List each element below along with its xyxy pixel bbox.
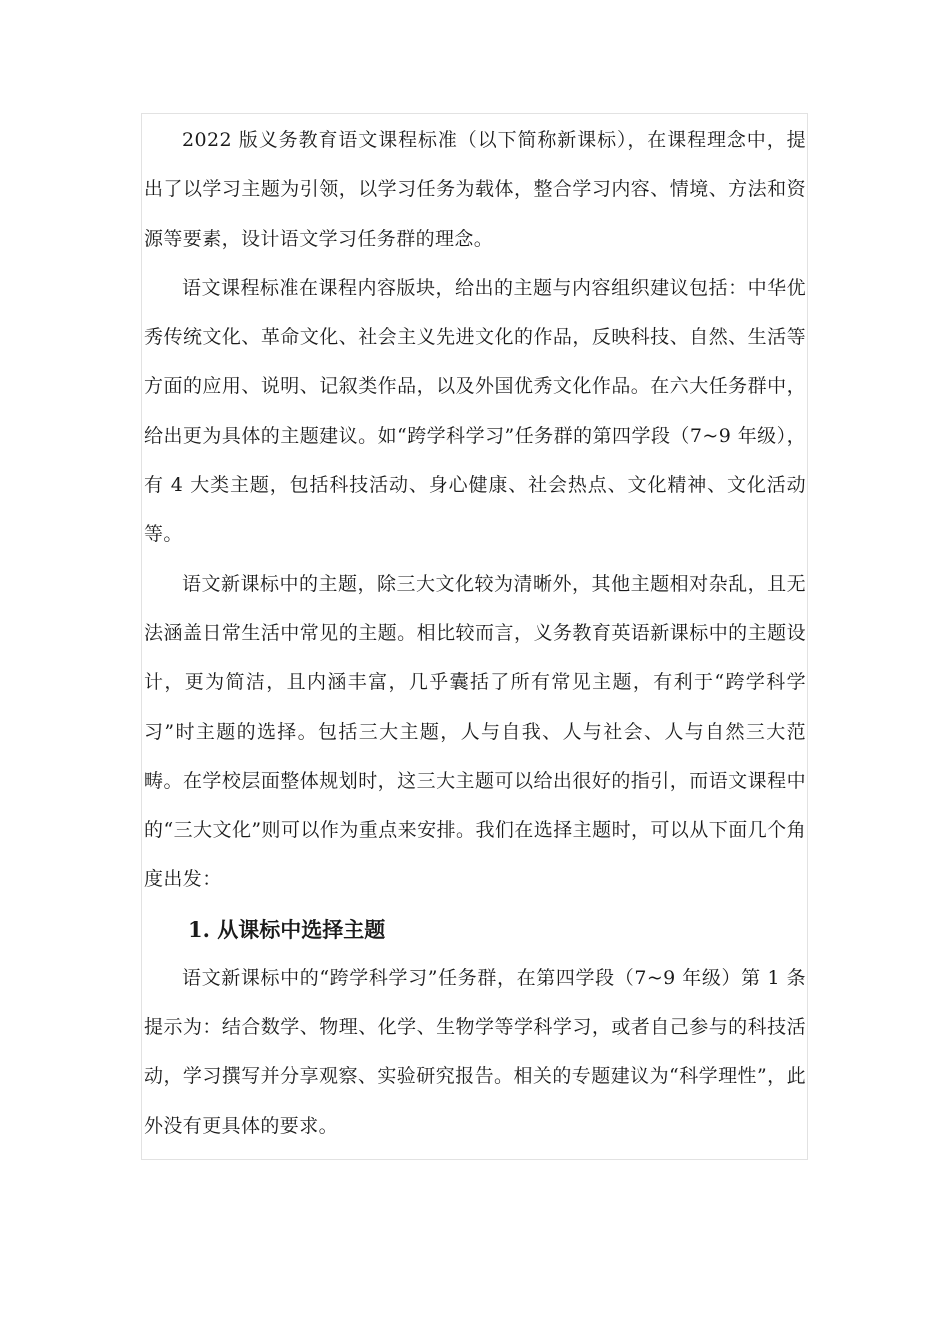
section-heading: 1. 从课标中选择主题 — [188, 916, 386, 942]
paragraph-content-themes: 语文课程标准在课程内容版块，给出的主题与内容组织建议包括：中华优秀传统文化、革命文化、社会主义先进文化的作品，反映科技、自然、生活等方面的应用、说明、记叙类作品，以及外国优秀文化作品。在六大任务群中，给出更为具体的主题建议。如“跨学科学习”任务群的第四学段（7~9 年级），有 4 大类主题，包括科技活动、身心健康、社会热点、文化精神、文化活动等。 — [144, 276, 806, 546]
document-body — [144, 116, 806, 1151]
paragraph-intro: 2022 版义务教育语文课程标准（以下简称新课标），在课程理念中，提出了以学习主题为引领，以学习任务为载体，整合学习内容、情境、方法和资源等要素，设计语文学习任务群的理念。 — [144, 129, 806, 250]
paragraph-theme-comparison: 语文新课标中的主题，除三大文化较为清晰外，其他主题相对杂乱，且无法涵盖日常生活中常见的主题。相比较而言，义务教育英语新课标中的主题设计，更为简洁，且内涵丰富，几乎囊括了所有常见主题，有利于“跨学科学习”时主题的选择。包括三大主题，人与自我、人与社会、人与自然三大范畴。在学校层面整体规划时，这三大主题可以给出很好的指引，而语文课程中的“三大文化”则可以作为重点来安排。我们在选择主题时，可以从下面几个角度出发： — [144, 572, 806, 891]
paragraph-curriculum-task: 语文新课标中的“跨学科学习”任务群，在第四学段（7~9 年级）第 1 条提示为：结合数学、物理、化学、生物学等学科学习，或者自己参与的科技活动，学习撰写并分享观察、实验研究报告。相关的专题建议为“科学理性”，此外没有更具体的要求。 — [144, 966, 806, 1137]
